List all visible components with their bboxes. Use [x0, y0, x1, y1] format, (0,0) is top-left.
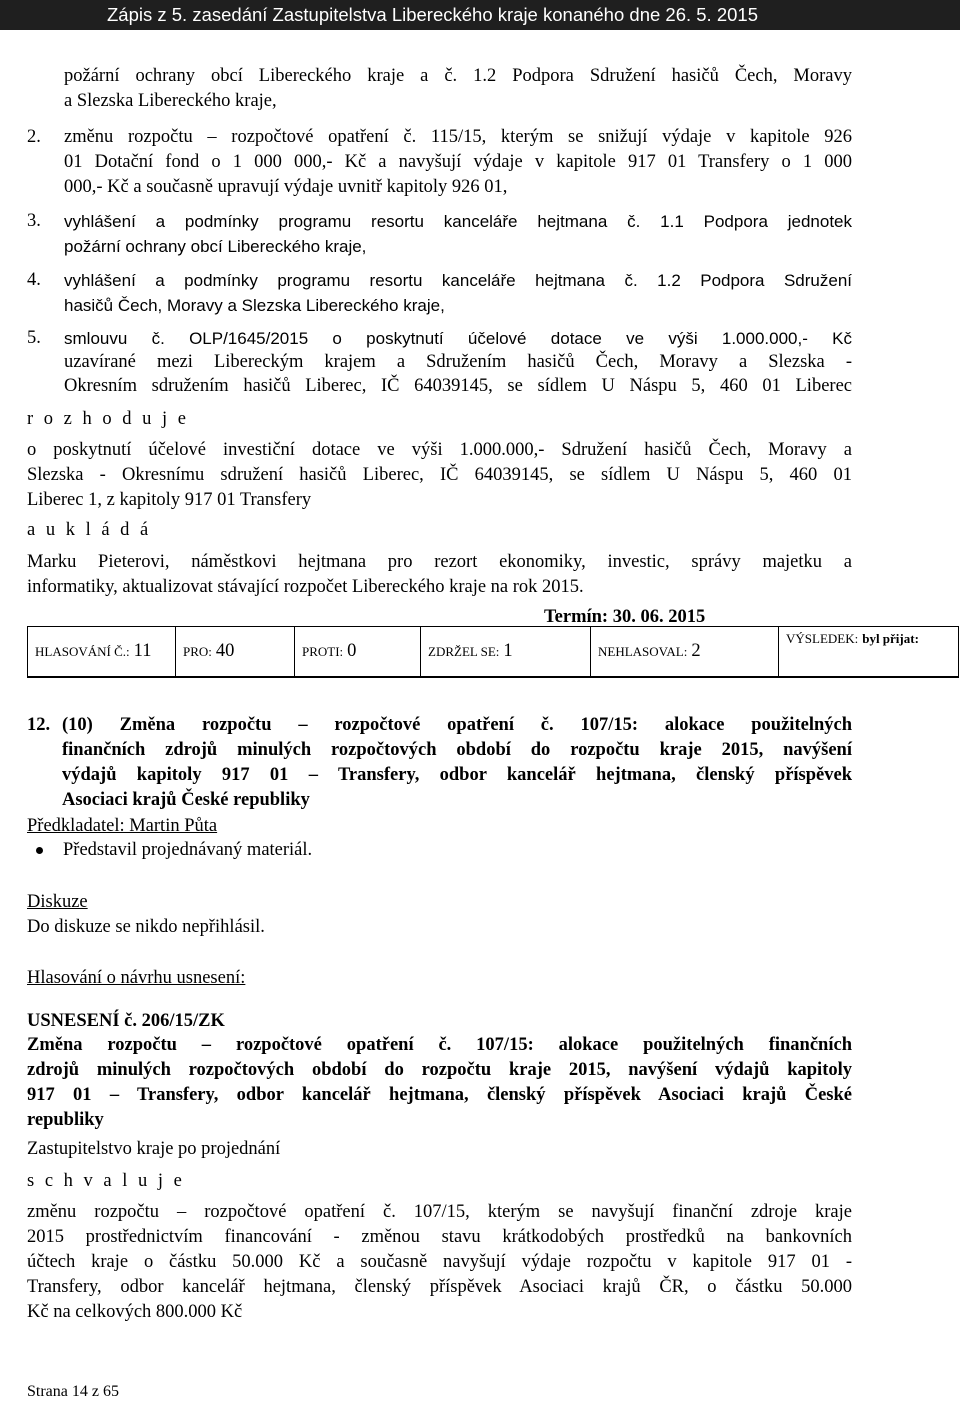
bullet-icon: [36, 847, 43, 854]
vote-cell-pro: [176, 627, 295, 676]
vote-cell-nehlasoval: [591, 627, 779, 676]
list-item-text: vyhlášení a podmínky programu resortu kanceláře hejtmana č. 1.1 Podpora jednotek: [64, 212, 852, 231]
vote-label: VÝSLEDEK:: [786, 631, 859, 646]
usneseni-intro: Zastupitelstvo kraje po projednání: [27, 1139, 281, 1159]
rozhoduje-text: Slezska - Okresnímu sdružení hasičů Liberec, IČ 64039145, se sídlem U Náspu 5, 460 01: [27, 465, 852, 485]
schvaluje-text: účtech kraje o částku 50.000 Kč a současně navyšují výdaje rozpočtu v kapitole 917 01 -: [27, 1252, 852, 1272]
vote-label: NEHLASOVAL:: [598, 643, 688, 659]
rozhoduje-label: r o z h o d u j e: [27, 409, 189, 429]
list-item-text: požární ochrany obcí Libereckého kraje,: [64, 237, 367, 256]
vote-label: HLASOVÁNÍ Č.:: [35, 643, 130, 659]
diskuze-heading: Diskuze: [27, 892, 88, 912]
section-heading: finančních zdrojů minulých rozpočtových období do rozpočtu kraje 2015, navýšení: [62, 740, 852, 760]
hlasovani-heading: Hlasování o návrhu usnesení:: [27, 968, 246, 988]
vote-cell-number: [28, 627, 176, 676]
termin: Termín: 30. 06. 2015: [544, 607, 706, 627]
section-number: 12.: [27, 715, 51, 735]
usneseni-subject: 917 01 – Transfery, odbor kancelář hejtmana, členský příspěvek Asociaci krajů České: [27, 1085, 852, 1105]
section-heading: výdajů kapitoly 917 01 – Transfery, odbor kancelář hejtmana, členský příspěvek: [62, 765, 852, 785]
vote-value: 1: [503, 641, 513, 661]
uklada-text: Marku Pieterovi, náměstkovi hejtmana pro rezort ekonomiky, investic, správy majetku a: [27, 552, 852, 572]
header-title: Zápis z 5. zasedání Zastupitelstva Libereckého kraje konaného dne 26. 5. 2015: [106, 4, 758, 25]
schvaluje-label: s c h v a l u j e: [27, 1171, 185, 1191]
list-item-text: Okresním sdružením hasičů Liberec, IČ 64039145, se sídlem U Náspu 5, 460 01 Liberec: [64, 376, 852, 396]
list-item-text: uzavírané mezi Libereckým krajem a Sdružením hasičů Čech, Moravy a Slezska -: [64, 352, 852, 372]
schvaluje-text: Kč na celkových 800.000 Kč: [27, 1302, 243, 1322]
page-number: Strana 14 z 65: [27, 1383, 119, 1400]
diskuze-text: Do diskuze se nikdo nepřihlásil.: [27, 917, 265, 937]
vote-cell-zdrzel: [421, 627, 591, 676]
list-item-text: vyhlášení a podmínky programu resortu kanceláře hejtmana č. 1.2 Podpora Sdružení: [64, 271, 852, 290]
uklada-label: a u k l á d á: [27, 520, 152, 540]
vote-value: 2: [691, 641, 701, 661]
bullet-text: Představil projednávaný materiál.: [63, 840, 313, 860]
page-header: [0, 0, 960, 30]
vote-cell-result: [779, 627, 958, 676]
vote-value: 11: [133, 641, 152, 661]
list-number: 4.: [27, 270, 41, 290]
section-heading: Asociaci krajů České republiky: [62, 790, 310, 810]
usneseni-subject: Změna rozpočtu – rozpočtové opatření č. 107/15: alokace použitelných finančních: [27, 1035, 852, 1055]
vote-value: 0: [347, 641, 357, 661]
vote-result: byl přijat:: [862, 631, 919, 646]
list-number: 2.: [27, 127, 41, 147]
schvaluje-text: Transfery, odbor kancelář hejtmana, členský příspěvek Asociaci krajů ČR, o částku 50.000: [27, 1277, 852, 1297]
list-item-text: 01 Dotační fond o 1 000 000,- Kč a navyšují výdaje v kapitole 917 01 Transfery o 1 000: [64, 152, 852, 172]
usneseni-subject: republiky: [27, 1110, 104, 1130]
vote-cell-proti: [295, 627, 421, 676]
schvaluje-text: 2015 prostřednictvím financování - změnou stavu krátkodobých prostředků na bankovních: [27, 1227, 852, 1247]
uklada-text: informatiky, aktualizovat stávající rozpočet Libereckého kraje na rok 2015.: [27, 577, 584, 597]
list-item-text: 000,- Kč a současně upravují výdaje uvnitř kapitoly 926 01,: [64, 177, 508, 197]
section-heading: (10) Změna rozpočtu – rozpočtové opatření č. 107/15: alokace použitelných: [62, 715, 852, 735]
list-number: 5.: [27, 328, 41, 348]
continuation-line: a Slezska Libereckého kraje,: [64, 91, 277, 111]
vote-label: ZDRŽEL SE:: [428, 643, 500, 659]
list-item-text: hasičů Čech, Moravy a Slezska Libereckého kraje,: [64, 296, 445, 315]
rozhoduje-text: Liberec 1, z kapitoly 917 01 Transfery: [27, 490, 312, 510]
list-number: 3.: [27, 211, 41, 231]
predkladatel: Předkladatel: Martin Půta: [27, 816, 218, 836]
schvaluje-text: změnu rozpočtu – rozpočtové opatření č. 107/15, kterým se navyšují finanční zdroje kraje: [27, 1202, 852, 1222]
usneseni-title: USNESENÍ č. 206/15/ZK: [27, 1011, 225, 1031]
rozhoduje-text: o poskytnutí účelové investiční dotace ve výši 1.000.000,- Sdružení hasičů Čech, Moravy a: [27, 440, 852, 460]
vote-table: [27, 626, 959, 678]
list-item-text: smlouvu č. OLP/1645/2015 o poskytnutí účelové dotace ve výši 1.000.000,- Kč: [64, 329, 852, 348]
vote-label: PRO:: [183, 643, 212, 659]
list-item-text: změnu rozpočtu – rozpočtové opatření č. 115/15, kterým se snižují výdaje v kapitole 926: [64, 127, 852, 147]
vote-label: PROTI:: [302, 643, 344, 659]
vote-value: 40: [215, 641, 235, 661]
continuation-line: požární ochrany obcí Libereckého kraje a č. 1.2 Podpora Sdružení hasičů Čech, Moravy: [64, 66, 852, 86]
usneseni-subject: zdrojů minulých rozpočtových období do rozpočtu kraje 2015, navýšení výdajů kapitoly: [27, 1060, 852, 1080]
